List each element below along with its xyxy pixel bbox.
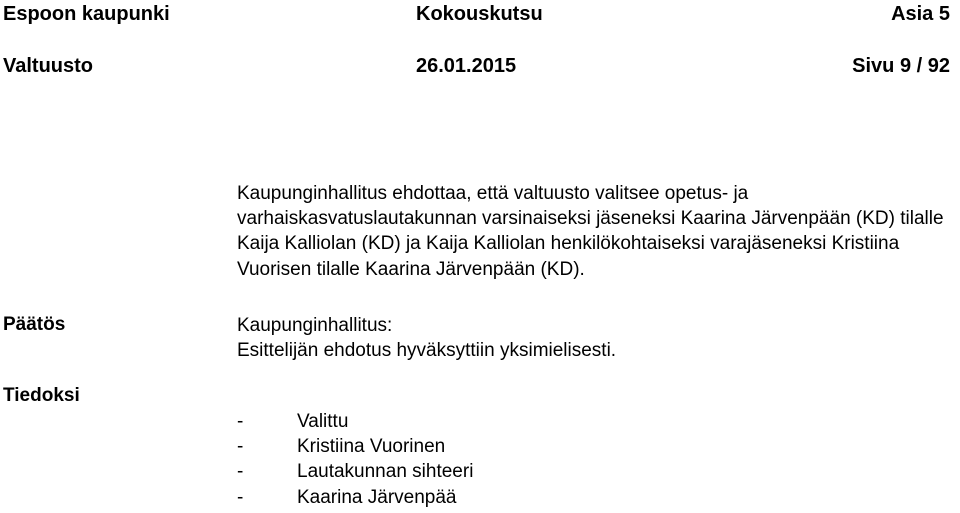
decision-label: Päätös bbox=[3, 314, 66, 335]
list-dash: - bbox=[237, 436, 244, 458]
notification-list bbox=[237, 409, 473, 510]
list-dash: - bbox=[237, 461, 244, 483]
notification-label: Tiedoksi bbox=[3, 385, 80, 406]
list-item bbox=[237, 485, 473, 510]
decision-paragraph bbox=[237, 313, 952, 363]
list-item bbox=[237, 459, 473, 484]
proposal-paragraph: Kaupunginhallitus ehdottaa, että valtuusto valitsee opetus- ja varhaiskasvatuslautakunnan varsinaiseksi jäseneksi Kaarina Järvenpään (KD) tilalle Kaija Kalliolan (KD) ja Kaija Kalliolan henkilökohtaiseksi varajäseneksi Kristiina Vuorisen tilalle Kaarina Järvenpään (KD). bbox=[237, 183, 944, 280]
list-item-text: Kristiina Vuorinen bbox=[297, 436, 446, 458]
list-item-text: Kaarina Järvenpää bbox=[297, 486, 457, 508]
meeting-date: 26.01.2015 bbox=[416, 55, 517, 77]
organization-name: Espoon kaupunki bbox=[3, 3, 170, 25]
case-number: Asia 5 bbox=[891, 3, 950, 25]
decision-line-2: Esittelijän ehdotus hyväksyttiin yksimielisesti. bbox=[237, 340, 617, 362]
list-dash: - bbox=[237, 411, 244, 432]
governing-body: Valtuusto bbox=[3, 55, 94, 77]
list-item-text: Valittu bbox=[297, 411, 349, 432]
list-item bbox=[237, 434, 473, 459]
list-dash: - bbox=[237, 486, 244, 508]
list-item bbox=[237, 409, 473, 434]
document-type: Kokouskutsu bbox=[416, 3, 543, 25]
decision-line-1: Kaupunginhallitus: bbox=[237, 315, 393, 336]
page-number: Sivu 9 / 92 bbox=[852, 55, 950, 77]
list-item-text: Lautakunnan sihteeri bbox=[297, 461, 474, 483]
